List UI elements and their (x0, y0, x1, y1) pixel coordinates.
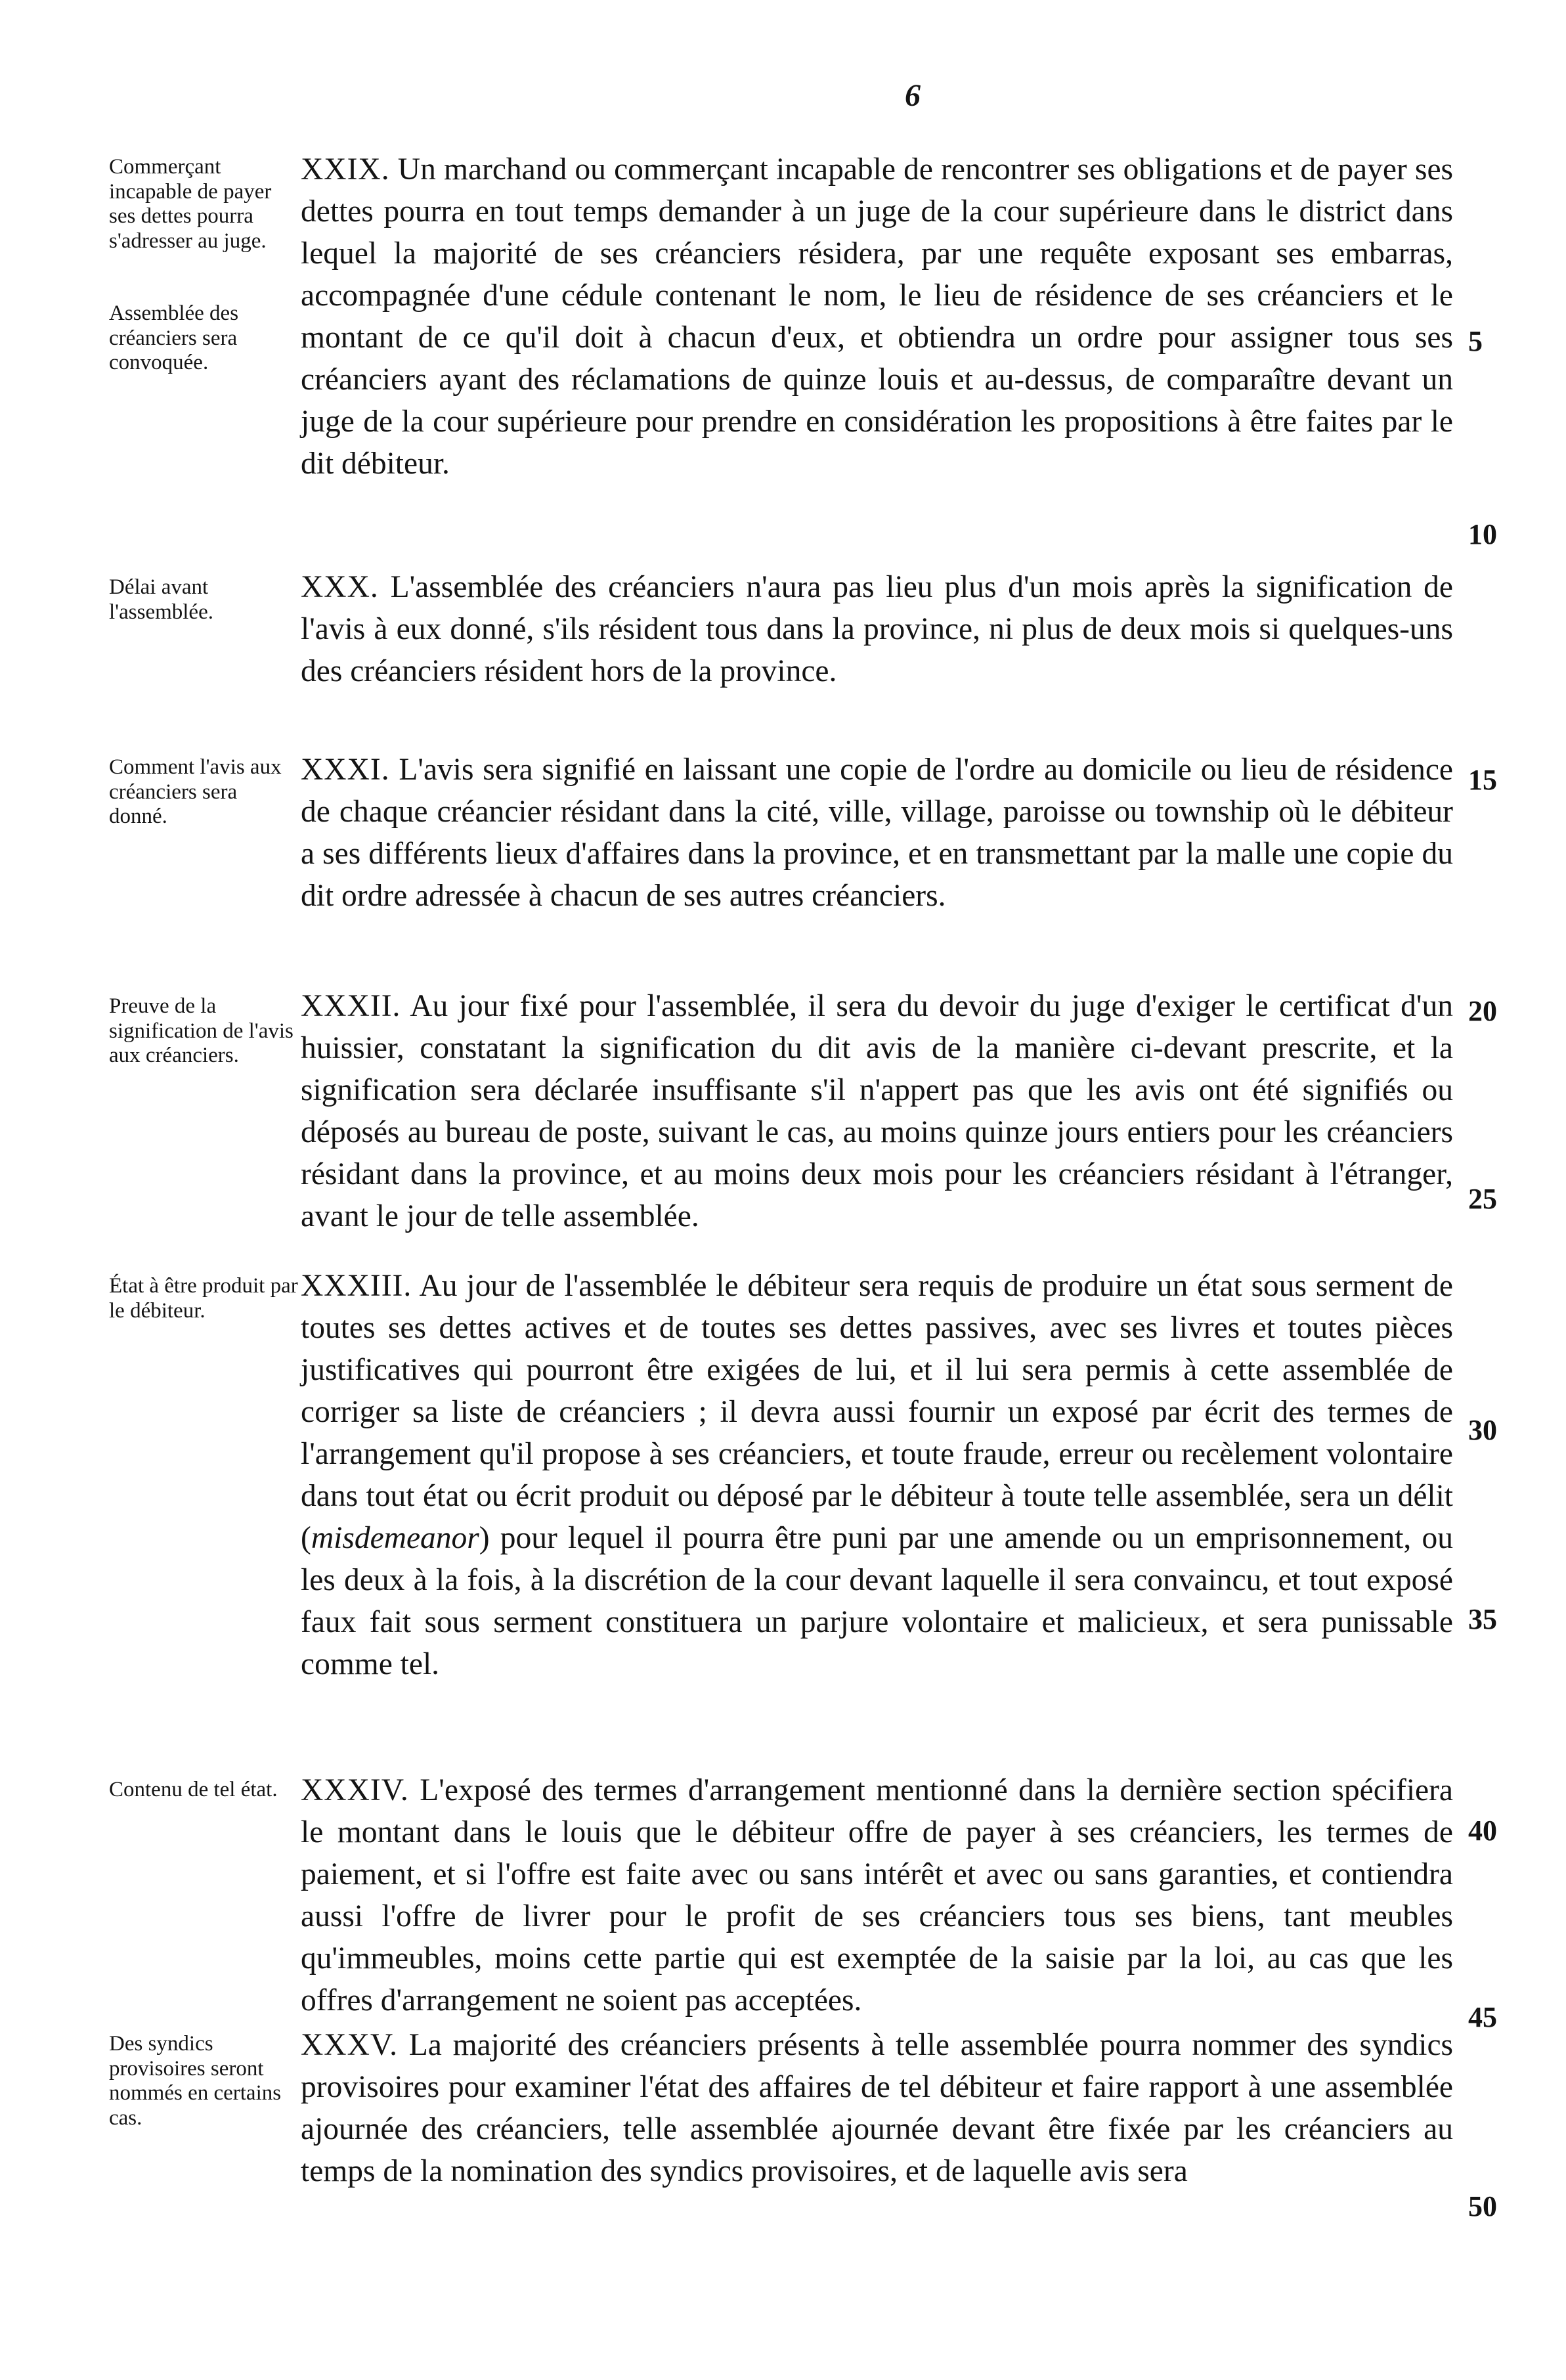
page-number: 6 (905, 78, 921, 113)
article-30 (301, 566, 1453, 692)
article-text: Un marchand ou commerçant incapable de rencontrer ses obligations et de payer ses dettes pourra en tout temps demander à un juge de la cour supérieure dans le district dans lequel la majorité de ses créanciers résidera, par une requête exposant ses embarras, accompagnée d'une cédule contenant le nom, le lieu de résidence de ses créanciers et le montant de ce qu'il doit à chacun d'eux, et obtiendra un ordre pour assigner tous ses créanciers ayant des réclamations de quinze louis et au-dessus, de comparaître devant un juge de la cour supérieure pour prendre en considération les propositions à être faites par le dit débiteur. (301, 152, 1454, 481)
article-text: Au jour de l'assemblée le débiteur sera requis de produire un état sous serment de toutes ses dettes actives et de toutes ses dettes passives, avec ses livres et toutes pièces justificatives qui pourront être exigées de lui, et il lui sera permis à cette assemblée de corriger sa liste de créanciers ; il devra aussi fournir un exposé par écrit des termes de l'arrangement qu'il propose à ses créanciers, et toute fraude, erreur ou recèlement volontaire dans tout état ou écrit produit ou déposé par le débiteur à toute telle assemblée, sera un délit (misdemeanor) pour lequel il pourra être puni par une amende ou un emprisonnement, ou les deux à la fois, à la discrétion de la cour devant laquelle il sera convaincu, et tout exposé faux fait sous serment constituera un parjure volontaire et malicieux, et sera punissable comme tel. (301, 1269, 1453, 1681)
article-number: XXIX. (301, 152, 390, 187)
line-number: 25 (1468, 1183, 1497, 1215)
line-number: 5 (1468, 325, 1483, 357)
sidenote: Assemblée des créanciers sera convoquée. (109, 301, 239, 375)
line-number: 40 (1468, 1815, 1497, 1847)
sidenote: Des syndics provisoires seront nommés en certains cas. (109, 2032, 282, 2130)
line-number: 15 (1468, 764, 1497, 796)
sidenote: État à être produit par le débiteur. (109, 1274, 298, 1323)
line-number: 20 (1468, 995, 1497, 1027)
line-number: 50 (1468, 2190, 1497, 2222)
article-31 (301, 749, 1453, 917)
article-35 (301, 2024, 1453, 2192)
sidenote: Contenu de tel état. (109, 1778, 278, 1801)
article-33 (301, 1265, 1453, 1685)
line-number: 45 (1468, 2001, 1497, 2033)
article-text: L'avis sera signifié en laissant une copie de l'ordre au domicile ou lieu de résidence de chaque créancier résidant dans la cité, ville, village, paroisse ou township où le débiteur a ses différents lieux d'affaires dans la province, et en transmettant par la malle une copie du dit ordre adressée à chacun de ses autres créanciers. (301, 753, 1453, 913)
article-number: XXXI. (301, 753, 390, 787)
article-text: L'assemblée des créanciers n'aura pas lieu plus d'un mois après la signification de l'avis à eux donné, s'ils résident tous dans la province, ni plus de deux mois si quelques-uns des créanciers résident hors de la province. (301, 570, 1454, 688)
article-number: XXXV. (301, 2028, 398, 2062)
sidenote: Comment l'avis aux créanciers sera donné. (109, 755, 282, 829)
article-number: XXXIV. (301, 1773, 409, 1807)
article-number: XXX. (301, 570, 379, 604)
article-number: XXXIII. (301, 1269, 412, 1303)
article-32 (301, 985, 1453, 1237)
line-number: 35 (1468, 1603, 1497, 1635)
article-number: XXXII. (301, 989, 401, 1023)
article-text: Au jour fixé pour l'assemblée, il sera du devoir du juge d'exiger le certificat d'un huissier, constatant la signification du dit avis de la manière ci-devant prescrite, et la signification sera déclarée insuffisante s'il n'appert pas que les avis ont été signifiés ou déposés au bureau de poste, suivant le cas, au moins quinze jours entiers pour les créanciers résidant dans la province, et au moins deux mois pour les créanciers résidant à l'étranger, avant le jour de telle assemblée. (301, 989, 1453, 1233)
line-number: 10 (1468, 518, 1497, 550)
line-number: 30 (1468, 1414, 1497, 1446)
sidenote: Commerçant incapable de payer ses dettes pourra s'adresser au juge. (109, 155, 272, 253)
article-34 (301, 1769, 1453, 2021)
article-text: L'exposé des termes d'arrangement mentionné dans la dernière section spécifiera le montant dans le louis que le débiteur offre de payer à ses créanciers, les termes de paiement, et si l'offre est faite avec ou sans intérêt et avec ou sans garanties, et contiendra aussi l'offre de livrer pour le profit de ses créanciers tous ses biens, tant meubles qu'immeubles, moins cette partie qui est exemptée de la saisie par la loi, au cas que les offres d'arrangement ne soient pas acceptées. (301, 1773, 1454, 2017)
sidenote: Délai avant l'assemblée. (109, 575, 213, 624)
article-text: La majorité des créanciers présents à telle assemblée pourra nommer des syndics provisoires pour examiner l'état des affaires de tel débiteur et faire rapport à une assemblée ajournée des créanciers, telle assemblée ajournée devant être fixée par les créanciers au temps de la nomination des syndics provisoires, et de laquelle avis sera (301, 2028, 1454, 2188)
sidenote: Preuve de la signification de l'avis aux créanciers. (109, 994, 294, 1068)
article-29 (301, 148, 1453, 485)
